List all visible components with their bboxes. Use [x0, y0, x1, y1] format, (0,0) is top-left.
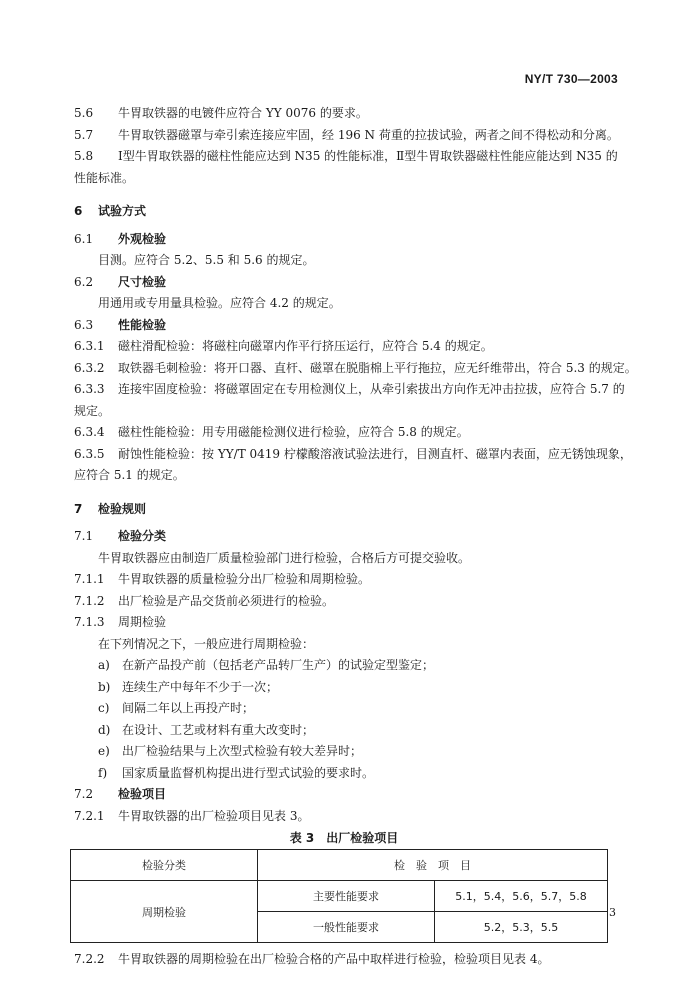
requirement-value: 5.1，5.4，5.6，5.7，5.8	[435, 881, 608, 912]
category-cell: 周期检验	[71, 881, 258, 943]
list-marker: b)	[98, 679, 111, 694]
subsection-6-2-body: 用通用或专用量具检验。应符合 4.2 的规定。	[98, 296, 341, 310]
item-text: 取铁器毛刺检验：将开口器、直杆、磁罩在脱脂棉上平行拖拉，应无纤维带出，符合 5.3 的规定。	[118, 360, 637, 375]
subsection-title: 尺寸检验	[118, 274, 167, 289]
section-6-heading	[74, 201, 620, 223]
list-item	[74, 720, 620, 742]
header-category: 检验分类	[71, 850, 258, 881]
list-text: 国家质量监督机构提出进行型式试验的要求时。	[122, 765, 375, 780]
subsection-6-3	[74, 315, 620, 337]
subsection-6-2	[74, 272, 620, 294]
list-text: 在设计、工艺或材料有重大改变时；	[122, 722, 315, 737]
list-item	[74, 741, 620, 763]
inspection-table	[70, 849, 608, 943]
list-item	[74, 655, 620, 677]
subsection-7-2	[74, 784, 620, 806]
subsection-title: 性能检验	[118, 317, 167, 332]
list-item	[74, 763, 620, 785]
section-7-heading	[74, 499, 620, 521]
page-number: 3	[609, 906, 616, 919]
item-number: 7.1.1	[74, 572, 105, 586]
list-marker: a)	[98, 658, 110, 672]
clause-number: 5.8	[74, 149, 94, 163]
item-text: 牛胃取铁器的出厂检验项目见表 3。	[118, 808, 310, 823]
item-text: 耐蚀性能检验：按 YY/T 0419 柠檬酸溶液试验法进行，目测直杆、磁罩内表面，应无锈蚀现象，	[118, 446, 632, 461]
item-number: 7.2.1	[74, 808, 105, 823]
item-number: 6.3.1	[74, 339, 105, 353]
item-6-3-5-continued: 应符合 5.1 的规定。	[74, 468, 185, 482]
clause-5-8-continued: 性能标准。	[74, 170, 135, 185]
table-caption: 表 3 出厂检验项目	[289, 831, 399, 845]
item-number: 6.3.2	[74, 360, 105, 375]
item-7-1-3	[74, 612, 620, 634]
list-text: 出厂检验结果与上次型式检验有较大差异时；	[122, 744, 363, 758]
section-number: 7	[74, 501, 83, 516]
item-7-2-1	[74, 806, 620, 828]
item-number: 7.2.2	[74, 952, 105, 966]
list-item	[74, 698, 620, 720]
standard-code-header: NY/T 730—2003	[524, 72, 618, 86]
subsection-title: 检验分类	[118, 529, 167, 543]
item-7-1-2	[74, 591, 620, 613]
item-text: 磁柱性能检验：用专用磁能检测仪进行检验，应符合 5.8 的规定。	[118, 425, 469, 439]
list-text: 间隔二年以上再投产时；	[122, 701, 255, 715]
item-text: 磁柱滑配检验：将磁柱向磁罩内作平行挤压运行，应符合 5.4 的规定。	[118, 339, 493, 353]
section-number: 6	[74, 204, 83, 218]
item-text: 牛胃取铁器的质量检验分出厂检验和周期检验。	[118, 572, 371, 586]
list-text: 连续生产中每年不少于一次；	[122, 679, 279, 694]
item-number: 6.3.4	[74, 425, 105, 439]
item-number: 6.3.3	[74, 382, 105, 396]
item-7-1-1	[74, 569, 620, 591]
item-6-3-2	[74, 358, 637, 380]
subsection-title: 外观检验	[118, 231, 167, 246]
item-title: 周期检验	[118, 615, 167, 629]
subsection-7-1-body: 牛胃取铁器应由制造厂质量检验部门进行检验，合格后方可提交验收。	[98, 550, 471, 565]
item-number: 7.1.3	[74, 615, 105, 629]
item-7-2-2	[74, 949, 620, 971]
requirement-label: 一般性能要求	[258, 912, 435, 943]
list-item	[74, 677, 620, 699]
clause-text: Ⅰ型牛胃取铁器的磁柱性能应达到 N35 的性能标准，Ⅱ型牛胃取铁器磁柱性能应能达到 N35 的	[118, 149, 618, 163]
subsection-number: 6.2	[74, 274, 94, 289]
subsection-7-1	[74, 526, 620, 548]
requirement-label: 主要性能要求	[258, 881, 435, 912]
item-6-3-5	[74, 444, 632, 466]
item-7-1-3-intro: 在下列情况之下，一般应进行周期检验：	[98, 636, 315, 651]
item-number: 7.1.2	[74, 593, 105, 608]
subsection-number: 6.3	[74, 317, 94, 332]
item-6-3-1	[74, 336, 620, 358]
item-6-3-4	[74, 422, 620, 444]
subsection-6-1	[74, 229, 620, 251]
list-marker: d)	[98, 722, 111, 737]
clause-5-7	[74, 125, 620, 147]
table-header-row	[71, 850, 608, 881]
item-6-3-3	[74, 379, 625, 401]
requirement-value: 5.2，5.3，5.5	[435, 912, 608, 943]
section-title: 检验规则	[98, 501, 147, 516]
item-text: 连接牢固度检验：将磁罩固定在专用检测仪上，从牵引索拔出方向作无冲击拉拔，应符合 5.7 的	[118, 382, 625, 396]
list-marker: f)	[98, 765, 108, 780]
clause-text: 牛胃取铁器的电镀件应符合 YY 0076 的要求。	[118, 106, 368, 120]
subsection-title: 检验项目	[118, 787, 167, 801]
table-row	[71, 881, 608, 912]
item-number: 6.3.5	[74, 446, 105, 461]
subsection-6-1-body: 目测。应符合 5.2、5.5 和 5.6 的规定。	[98, 253, 315, 267]
subsection-number: 7.1	[74, 529, 94, 543]
section-title: 试验方式	[98, 204, 147, 218]
clause-5-8	[74, 146, 620, 168]
list-marker: e)	[98, 744, 110, 758]
clause-number: 5.6	[74, 106, 94, 120]
subsection-number: 7.2	[74, 787, 94, 801]
clause-text: 牛胃取铁器磁罩与牵引索连接应牢固，经 196 N 荷重的拉拔试验，两者之间不得松动和分离。	[118, 127, 619, 142]
item-6-3-3-continued: 规定。	[74, 403, 111, 418]
list-text: 在新产品投产前（包括老产品转厂生产）的试验定型鉴定；	[122, 658, 435, 672]
subsection-number: 6.1	[74, 231, 94, 246]
header-items: 检 验 项 目	[258, 850, 608, 881]
item-text: 牛胃取铁器的周期检验在出厂检验合格的产品中取样进行检验，检验项目见表 4。	[118, 952, 550, 966]
list-marker: c)	[98, 701, 110, 715]
clause-number: 5.7	[74, 127, 94, 142]
item-text: 出厂检验是产品交货前必须进行的检验。	[118, 593, 335, 608]
clause-5-6	[74, 103, 620, 125]
document-content	[74, 103, 637, 971]
